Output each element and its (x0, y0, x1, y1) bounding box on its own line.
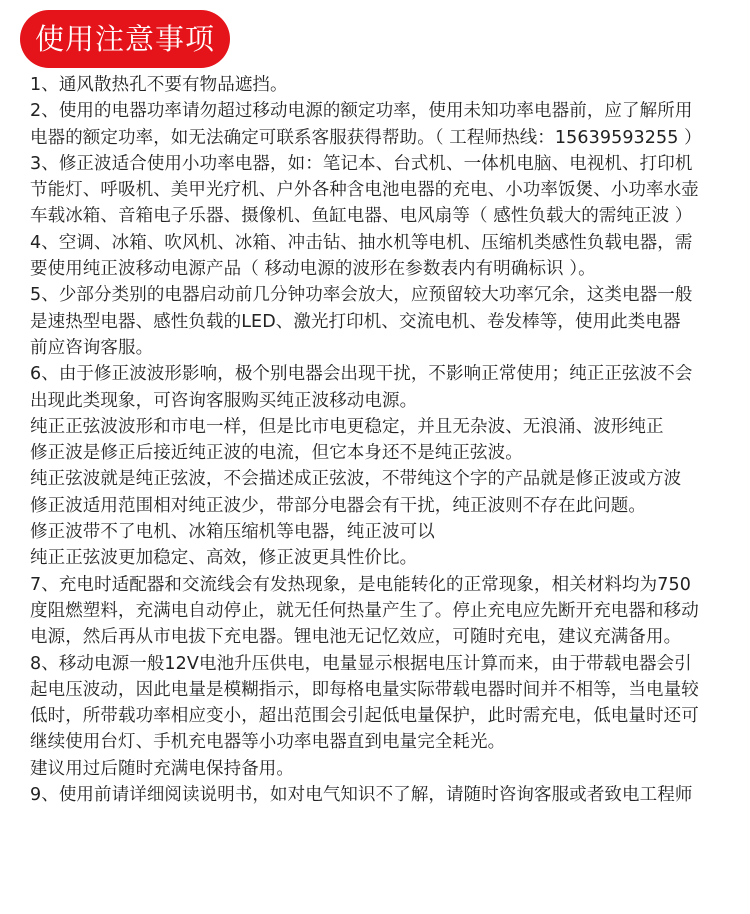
text-line: 1、通风散热孔不要有物品遮挡。 (30, 75, 288, 95)
text-line: 纯正正弦波波形和市电一样，但是比市电更稳定，并且无杂波、无浪涌、波形纯正 (30, 416, 664, 437)
text-line: 要使用纯正波移动电源产品（ 移动电源的波形在参数表内有明确标识 ）。 (30, 259, 596, 280)
text-line: 修正波是修正后接近纯正波的电流，但它本身还不是纯正弦波。 (30, 443, 523, 464)
text-line: 出现此类现象，可咨询客服购买纯正波移动电源。 (30, 390, 418, 411)
text-line: 继续使用台灯、手机充电器等小功率电器直到电量完全耗光。 (30, 732, 506, 753)
text-line: 车载冰箱、音箱电子乐器、摄像机、鱼缸电器、电风扇等（ 感性负载大的需纯正波 ） (30, 206, 693, 227)
text-line: 3、修正波适合使用小功率电器，如：笔记本、台式机、一体机电脑、电视机、打印机 (30, 153, 693, 174)
page-title: 使用注意事项 (20, 10, 230, 68)
text-line: 是速热型电器、感性负载的LED、激光打印机、交流电机、卷发棒等，使用此类电器 (30, 311, 681, 332)
text-line: 低时，所带载功率相应变小，超出范围会引起低电量保护，此时需充电，低电量时还可 (30, 706, 699, 727)
text-line: 6、由于修正波波形影响，极个别电器会出现干扰，不影响正常使用；纯正正弦波不会 (30, 364, 693, 385)
text-line: 建议用过后随时充满电保持备用。 (30, 758, 294, 779)
text-line: 9、使用前请详细阅读说明书，如对电气知识不了解，请随时咨询客服或者致电工程师 (30, 785, 693, 806)
text-line: 2、使用的电器功率请勿超过移动电源的额定功率，使用未知功率电器前，应了解所用 (30, 101, 693, 122)
text-line: 修正波适用范围相对纯正波少，带部分电器会有干扰，纯正波则不存在此问题。 (30, 495, 646, 516)
text-line: 修正波带不了电机、冰箱压缩机等电器，纯正波可以 (30, 522, 435, 543)
text-line: 前应咨询客服。 (30, 337, 154, 358)
text-line: 纯正正弦波更加稳定、高效，修正波更具性价比。 (30, 548, 418, 569)
notice-text (30, 72, 742, 808)
text-line: 节能灯、呼吸机、美甲光疗机、户外各种含电池电器的充电、小功率饭煲、小功率水壶 (30, 180, 699, 201)
text-line: 电源，然后再从市电拔下充电器。锂电池无记忆效应，可随时充电，建议充满备用。 (30, 627, 682, 648)
text-line: 8、移动电源一般12V电池升压供电，电量显示根据电压计算而来，由于带载电器会引 (30, 653, 692, 674)
text-line: 电器的额定功率，如无法确定可联系客服获得帮助。（ 工程师热线：15639593255 ） (30, 127, 702, 148)
text-line: 纯正弦波就是纯正弦波，不会描述成正弦波，不带纯这个字的产品就是修正波或方波 (30, 469, 682, 490)
text-line: 度阻燃塑料，充满电自动停止，就无任何热量产生了。停止充电应先断开充电器和移动 (30, 600, 699, 621)
text-line: 4、空调、冰箱、吹风机、冰箱、冲击钻、抽水机等电机、压缩机类感性负载电器，需 (30, 232, 693, 253)
text-line: 起电压波动，因此电量是模糊指示，即每格电量实际带载电器时间并不相等，当电量较 (30, 679, 699, 700)
text-line: 7、充电时适配器和交流线会有发热现象，是电能转化的正常现象，相关材料均为750 (30, 574, 691, 595)
text-line: 5、少部分类别的电器启动前几分钟功率会放大，应预留较大功率冗余，这类电器一般 (30, 285, 693, 306)
